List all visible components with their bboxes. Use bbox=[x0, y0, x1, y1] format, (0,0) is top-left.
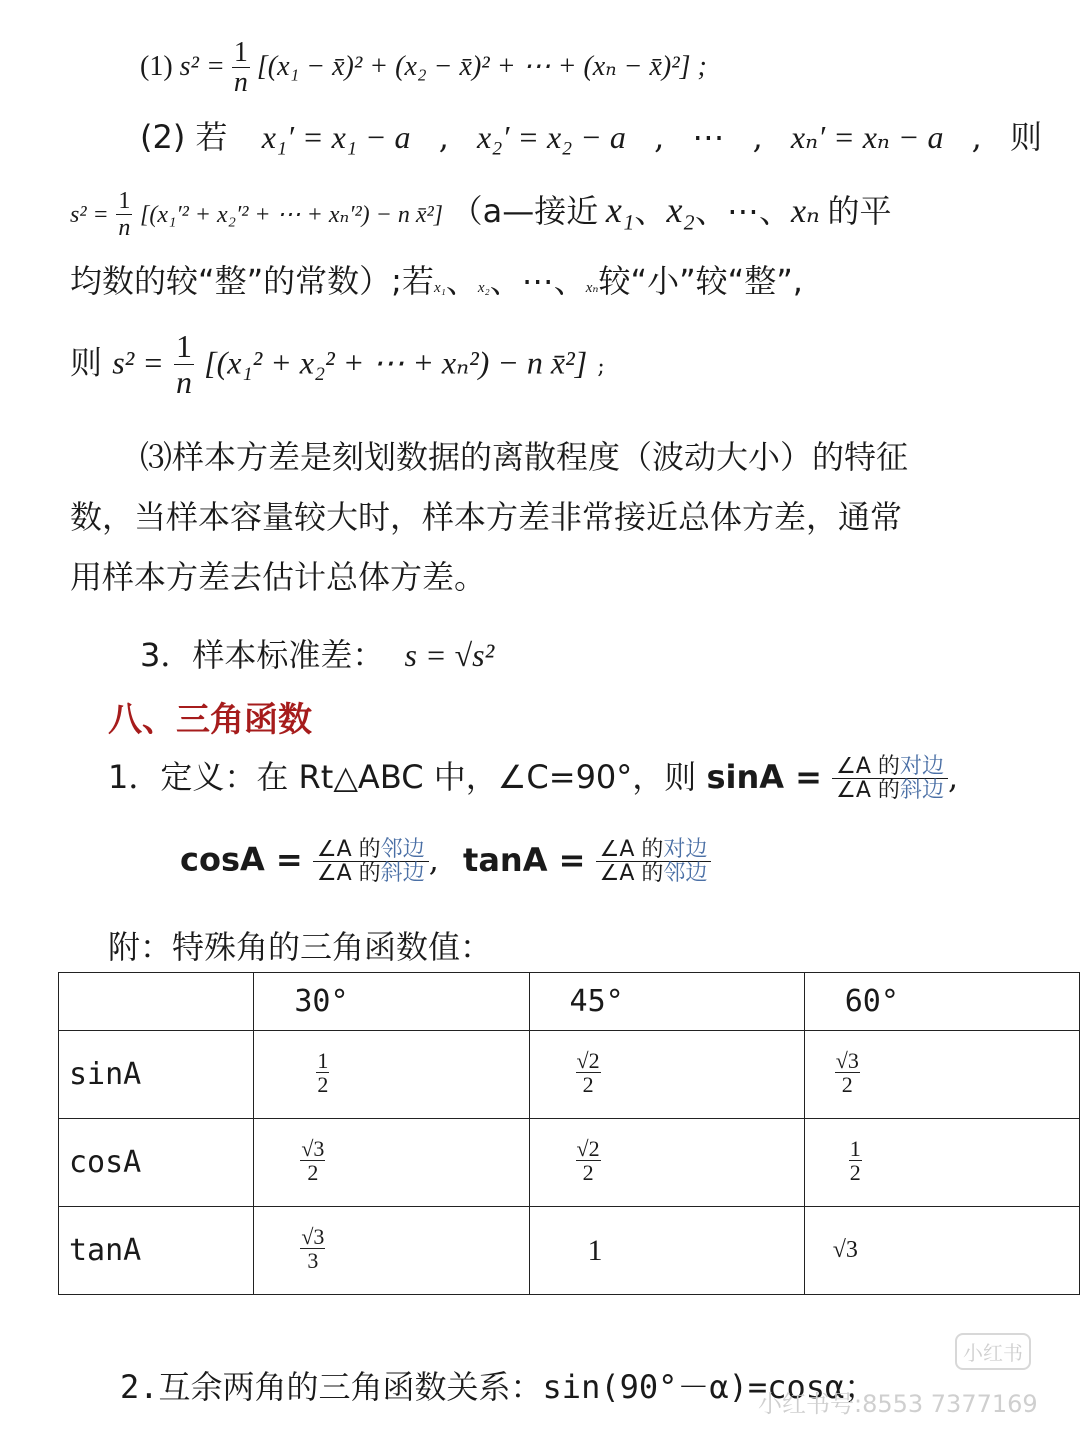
adjacent: 邻边 bbox=[380, 837, 425, 862]
cell bbox=[254, 1119, 529, 1207]
table-row bbox=[59, 1031, 1080, 1119]
table-row bbox=[59, 1119, 1080, 1207]
separator: , bbox=[654, 118, 665, 156]
cell-num: 1 bbox=[317, 1047, 329, 1073]
note-x1: x₁ bbox=[605, 190, 635, 230]
formula-2-line1 bbox=[140, 112, 1042, 158]
std-dev bbox=[140, 630, 494, 676]
cell-den: 2 bbox=[841, 1072, 853, 1098]
line3-tail: 较“小”较“整”, bbox=[598, 262, 803, 300]
definition-line1 bbox=[108, 752, 958, 804]
comma: , bbox=[428, 840, 439, 879]
cell-den: 2 bbox=[582, 1160, 594, 1186]
header-empty bbox=[59, 973, 254, 1031]
formula-2-fraction bbox=[116, 189, 132, 242]
angle-a: ∠A 的 bbox=[599, 837, 664, 862]
cell-den: 2 bbox=[582, 1072, 594, 1098]
row-name-sin: sinA bbox=[59, 1031, 254, 1119]
formula-2-line3: 均数的较“整”的常数）;若x₁、x₂、⋯、xₙ较“小”较“整”, bbox=[70, 262, 803, 300]
separator: , bbox=[438, 118, 449, 156]
cos-den bbox=[313, 862, 429, 886]
tan-label: tanA = bbox=[463, 840, 586, 879]
then-text: 则 bbox=[70, 343, 103, 382]
separator: , bbox=[752, 118, 763, 156]
section-title: 八、三角函数 bbox=[108, 700, 312, 740]
cell bbox=[254, 1031, 529, 1119]
row-name-tan: tanA bbox=[59, 1207, 254, 1295]
semicolon: ; bbox=[597, 354, 605, 380]
line3-head: 均数的较“整”的常数）;若 bbox=[70, 262, 434, 300]
formula-2b-bracket: [(x₁² + x₂² + ⋯ + xₙ²) − n x̄²] bbox=[204, 344, 588, 381]
value-fraction bbox=[835, 1049, 860, 1096]
cell-num: √3 bbox=[835, 1047, 859, 1073]
watermark-logo: 小红书 bbox=[955, 1333, 1031, 1370]
cell bbox=[804, 1031, 1079, 1119]
formula-1-fraction bbox=[232, 38, 250, 99]
value-fraction bbox=[576, 1049, 601, 1096]
frac-num: 1 bbox=[118, 188, 131, 215]
value-fraction bbox=[576, 1137, 601, 1184]
cos-label: cosA = bbox=[180, 840, 303, 879]
cell-num: 1 bbox=[849, 1135, 861, 1161]
angle-a: ∠A 的 bbox=[836, 754, 900, 780]
note-xn: xₙ bbox=[790, 193, 820, 230]
formula-2-lhs: s² = bbox=[70, 202, 109, 228]
trig-table bbox=[58, 972, 1080, 1295]
formula-1-label: (1) bbox=[140, 51, 173, 83]
formula-2-line2: s² = $\frac{1}{n}$ [(x₁′² + x₂′² + ⋯ + xₙ′²) − n x̄²] （a—接近 x₁、x₂、⋯、xₙ 的平 bbox=[70, 188, 892, 242]
sin-fraction bbox=[832, 755, 948, 803]
cell-num: √2 bbox=[576, 1047, 600, 1073]
separator: , bbox=[971, 118, 982, 156]
cell bbox=[804, 1119, 1079, 1207]
definition-line2 bbox=[180, 838, 711, 886]
sin-label: sinA = bbox=[706, 758, 822, 796]
tan-fraction bbox=[596, 838, 712, 886]
cell bbox=[529, 1119, 804, 1207]
angle-a: ∠A 的 bbox=[316, 837, 381, 862]
opposite: 对边 bbox=[899, 754, 944, 780]
cos-num bbox=[313, 838, 429, 862]
tan-num bbox=[596, 838, 712, 862]
frac-num: 1 bbox=[233, 37, 248, 68]
angle-a: ∠A 的 bbox=[836, 778, 900, 804]
cos-fraction bbox=[313, 838, 429, 886]
formula-2-eq3: xₙ′ = xₙ − a bbox=[790, 119, 944, 155]
row-name-cos: cosA bbox=[59, 1119, 254, 1207]
formula-2b-lhs: s² = bbox=[112, 344, 164, 381]
formula-2b-fraction bbox=[174, 330, 194, 400]
cell: √3 bbox=[804, 1207, 1079, 1295]
value-fraction bbox=[300, 1137, 325, 1184]
value-fraction bbox=[316, 1049, 329, 1096]
formula-2-dots: ⋯ bbox=[692, 118, 725, 156]
tan-den bbox=[596, 862, 712, 886]
para-3-line1: ⑶样本方差是刻划数据的离散程度（波动大小）的特征 bbox=[140, 438, 909, 476]
angle-a: ∠A 的 bbox=[599, 861, 664, 887]
formula-1-lhs: s² = bbox=[179, 51, 225, 83]
note-text: （a—接近 bbox=[450, 192, 599, 230]
angle-a: ∠A 的 bbox=[316, 861, 381, 887]
sin-num bbox=[832, 755, 948, 779]
cell bbox=[529, 1031, 804, 1119]
cell-num: √3 bbox=[301, 1223, 325, 1249]
formula-2-eq1: x₁′ = x₁ − a bbox=[261, 119, 411, 155]
note-tail: 的平 bbox=[827, 192, 892, 230]
frac-den: n bbox=[233, 67, 248, 99]
formula-1-bracket: [(x₁ − x̄)² + (x₂ − x̄)² + ⋯ + (xₙ − x̄)²] ; bbox=[256, 51, 707, 83]
formula-2-line4 bbox=[70, 330, 605, 400]
formula-2-eq2: x₂′ = x₂ − a bbox=[477, 119, 626, 155]
value-fraction bbox=[300, 1225, 325, 1272]
header-30: 30° bbox=[254, 973, 529, 1031]
formula-2-label: (2) 若 bbox=[140, 118, 228, 156]
complement-relation: 2.互余两角的三角函数关系：sin(90°－α)=cosα； bbox=[120, 1368, 877, 1406]
table-header-row bbox=[59, 973, 1080, 1031]
header-60: 60° bbox=[804, 973, 1079, 1031]
opposite: 对边 bbox=[663, 837, 708, 862]
cell-den: 2 bbox=[317, 1072, 329, 1098]
cell bbox=[254, 1207, 529, 1295]
cell-num: √3 bbox=[301, 1135, 325, 1161]
hypotenuse: 斜边 bbox=[899, 778, 944, 804]
value-fraction bbox=[849, 1137, 862, 1184]
para-3-line3: 用样本方差去估计总体方差。 bbox=[70, 558, 487, 596]
formula-2-then: 则 bbox=[1009, 118, 1042, 156]
adjacent: 邻边 bbox=[663, 861, 708, 887]
formula-2-bracket: [(x₁′² + x₂′² + ⋯ + xₙ′²) − n x̄²] bbox=[140, 202, 444, 228]
line3-x1: x₁ bbox=[433, 280, 446, 296]
std-dev-formula: s = √s² bbox=[404, 637, 495, 673]
hypotenuse: 斜边 bbox=[380, 861, 425, 887]
line3-xn: xₙ bbox=[585, 280, 599, 296]
table-row bbox=[59, 1207, 1080, 1295]
cell-den: 2 bbox=[849, 1160, 861, 1186]
cell-den: 2 bbox=[307, 1160, 319, 1186]
formula-1 bbox=[140, 38, 707, 99]
para-3-line2: 数，当样本容量较大时，样本方差非常接近总体方差，通常 bbox=[70, 498, 903, 536]
header-45: 45° bbox=[529, 973, 804, 1031]
comma: , bbox=[947, 758, 959, 796]
cell: 1 bbox=[529, 1207, 804, 1295]
frac-num: 1 bbox=[176, 328, 192, 364]
cell-den: 3 bbox=[307, 1248, 319, 1274]
std-dev-label: 3．样本标准差： bbox=[140, 636, 385, 674]
watermark-id: 小红书号:8553 7377169 bbox=[758, 1390, 1038, 1418]
sin-den bbox=[832, 779, 948, 803]
frac-den: n bbox=[176, 363, 192, 400]
definition-label: 1．定义：在 Rt△ABC 中，∠C=90°，则 bbox=[108, 758, 697, 796]
note-x2: x₂ bbox=[666, 190, 695, 230]
table-caption: 附：特殊角的三角函数值： bbox=[108, 928, 493, 966]
cell-num: √2 bbox=[576, 1135, 600, 1161]
line3-x2: x₂ bbox=[477, 280, 490, 296]
frac-den: n bbox=[118, 215, 131, 242]
